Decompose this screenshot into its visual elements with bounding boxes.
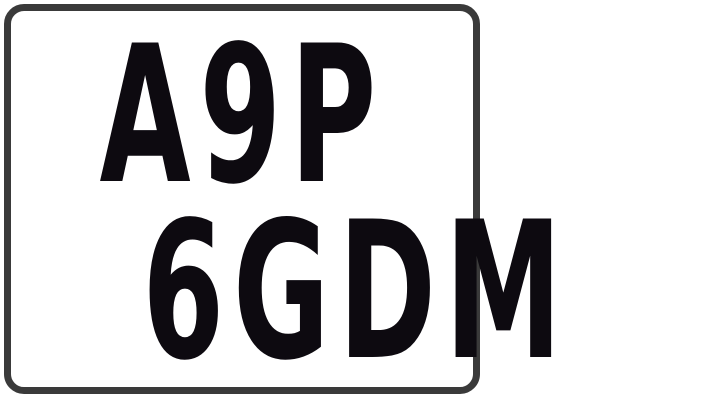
plate-line-top: [11, 5, 473, 226]
plate-line-bottom: [11, 181, 571, 402]
license-plate: [4, 4, 571, 402]
plate-text-bottom: 6GDM: [142, 181, 571, 402]
plate-text-top: A9P: [99, 5, 385, 226]
